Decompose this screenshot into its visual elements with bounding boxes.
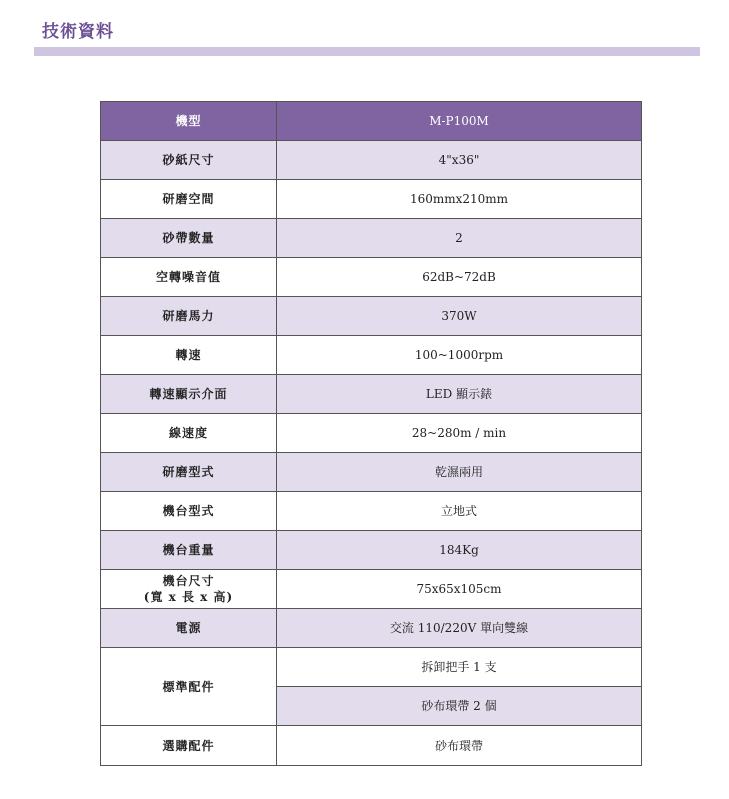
table-row <box>101 219 642 258</box>
row-value: LED 顯示錶 <box>277 375 642 414</box>
table-row <box>101 453 642 492</box>
row-label <box>101 570 277 609</box>
row-value: 乾濕兩用 <box>277 453 642 492</box>
table-row <box>101 258 642 297</box>
row-value: 62dB~72dB <box>277 258 642 297</box>
table-row <box>101 414 642 453</box>
row-label: 研磨空間 <box>101 180 277 219</box>
row-value: 100~1000rpm <box>277 336 642 375</box>
row-label-line1: 機台尺寸 <box>162 574 215 588</box>
row-label: 研磨型式 <box>101 453 277 492</box>
table-row <box>101 726 642 766</box>
row-label: 機台型式 <box>101 492 277 531</box>
row-label: 機台重量 <box>101 531 277 570</box>
table-row <box>101 492 642 531</box>
standard-accessories-label: 標準配件 <box>101 648 277 726</box>
table-row <box>101 297 642 336</box>
row-label: 空轉噪音值 <box>101 258 277 297</box>
row-label: 砂紙尺寸 <box>101 141 277 180</box>
spec-table <box>100 101 642 766</box>
optional-accessories-label: 選購配件 <box>101 726 277 766</box>
row-value: 交流 110/220V 單向雙線 <box>277 609 642 648</box>
row-label: 研磨馬力 <box>101 297 277 336</box>
row-value: 184Kg <box>277 531 642 570</box>
row-label: 轉速 <box>101 336 277 375</box>
table-row <box>101 648 642 687</box>
standard-accessory-item: 拆卸把手 1 支 <box>277 648 642 687</box>
title-divider-bar <box>34 47 700 56</box>
table-row <box>101 375 642 414</box>
table-row <box>101 531 642 570</box>
header-label: 機型 <box>101 102 277 141</box>
row-value: 370W <box>277 297 642 336</box>
row-label-line2: (寬 x 長 x 高) <box>143 590 234 604</box>
row-value: 75x65x105cm <box>277 570 642 609</box>
row-value: 立地式 <box>277 492 642 531</box>
row-label: 轉速顯示介面 <box>101 375 277 414</box>
section-title: 技術資料 <box>42 22 114 42</box>
table-row <box>101 336 642 375</box>
standard-accessory-item: 砂布環帶 2 個 <box>277 687 642 726</box>
table-row <box>101 141 642 180</box>
optional-accessories-value: 砂布環帶 <box>277 726 642 766</box>
row-label: 電源 <box>101 609 277 648</box>
row-value: 4"x36" <box>277 141 642 180</box>
row-label: 線速度 <box>101 414 277 453</box>
row-value: 160mmx210mm <box>277 180 642 219</box>
table-row <box>101 180 642 219</box>
row-label: 砂帶數量 <box>101 219 277 258</box>
header-value: M-P100M <box>277 102 642 141</box>
row-value: 28~280m / min <box>277 414 642 453</box>
table-header-row <box>101 102 642 141</box>
row-value: 2 <box>277 219 642 258</box>
table-row <box>101 570 642 609</box>
table-row <box>101 609 642 648</box>
